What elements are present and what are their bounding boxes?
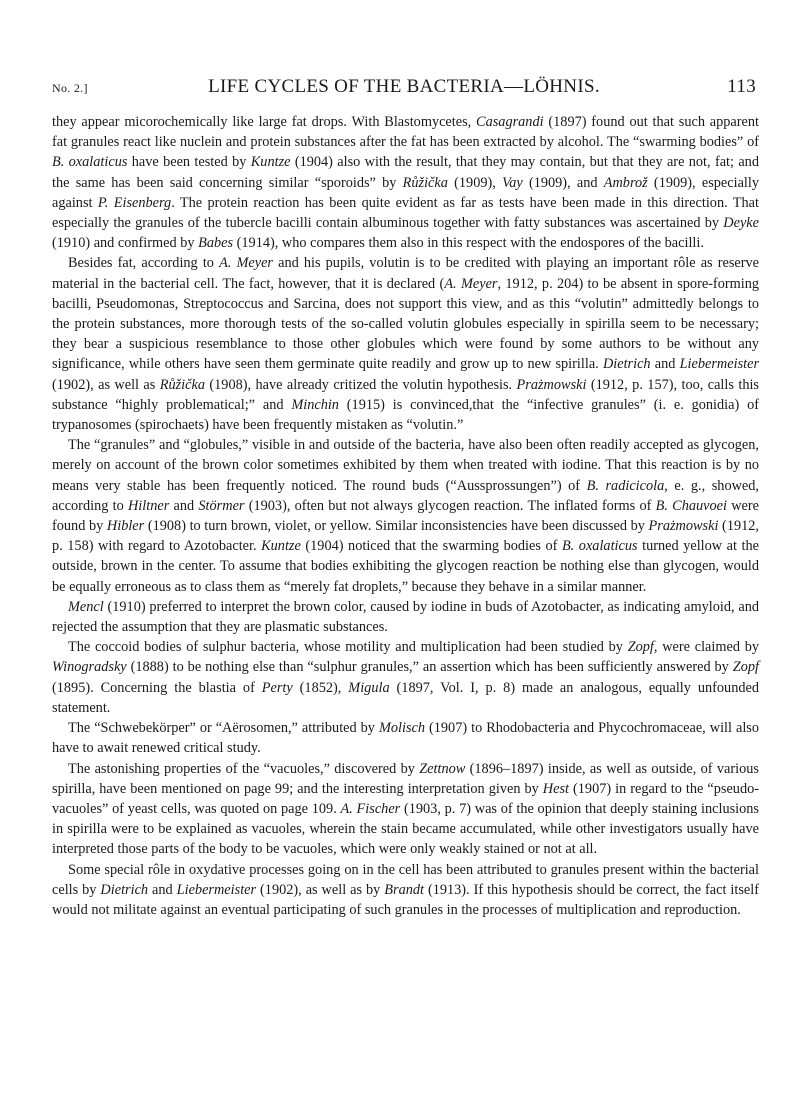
text-run: (1913). If this hypothesis should be correct, the fact itself would not militate against an eventual participating of such granules in the processes of multiplication and reproduction. [52, 881, 759, 918]
italic-run: Dietrich [100, 881, 149, 898]
italic-run: Hibler [106, 518, 145, 535]
italic-run: P. Eisenberg [97, 194, 172, 211]
text-run: (1897) found out that such apparent fat granules react like nuclein and protein substances after the fat has been extracted by alcohol. The “swarming bodies” of [52, 114, 759, 151]
text-run: (1914), who compares them also in this respect with the endospores of the bacilli. [233, 235, 704, 252]
italic-run: Migula [348, 679, 390, 696]
text-run: (1902), as well as by [256, 881, 385, 898]
text-run: (1896–1897) inside, as well as outside, of various spirilla, have been mentioned on page 99; and the interesting interpretation given by [52, 760, 759, 797]
italic-run: Winogradsky [52, 659, 127, 676]
italic-run: Störmer [198, 497, 245, 514]
paragraph [52, 253, 759, 435]
italic-run: Liebermeister [679, 356, 760, 373]
text-run: (1895). Concerning the blastia of [52, 679, 262, 696]
text-run: (1852), [292, 679, 349, 696]
text-run: have been tested by [127, 154, 251, 171]
italic-run: Dietrich [602, 356, 651, 373]
italic-run: Molisch [378, 720, 425, 737]
text-run: (1912, p. 158) with regard to Azotobacter. [52, 518, 759, 555]
text-run: The “granules” and “globules,” visible in and outside of the bacteria, have also been often readily accepted as glycogen, merely on account of the brown color sometimes exhibited by them when treated with iodine. That this reaction is by no means very stable has been frequently noticed. The round buds (“Aussprossungen”) of [52, 437, 759, 494]
text-run: (1908), have already critized the volutin hypothesis. [205, 376, 517, 393]
italic-run: Kuntze [261, 538, 301, 555]
italic-run: A. Meyer [219, 255, 273, 272]
text-run: The “Schwebekörper” or “Aërosomen,” attributed by [68, 720, 379, 737]
paragraph [52, 597, 759, 637]
italic-run: Prażmowski [648, 518, 719, 535]
text-run: (1888) to be nothing else than “sulphur granules,” an assertion which has been sufficiently answered by [126, 659, 733, 676]
italic-run: Brandt [384, 881, 424, 898]
text-run: (1904) noticed that the swarming bodies of [300, 538, 562, 555]
text-run: (1915) is convinced,that the “infective granules” (i. e. gonidia) of trypanosomes (spirochaets) have been frequently mistaken as “volutin.” [52, 396, 759, 434]
italic-run: Zopf [732, 659, 759, 676]
text-run: (1908) to turn brown, violet, or yellow. Similar inconsistencies have been discussed by [144, 518, 649, 535]
paragraph [52, 112, 759, 253]
italic-run: B. oxalaticus [561, 538, 638, 555]
text-run: (1907) to Rhodobacteria and Phycochromaceae, will also have to await renewed critical study. [52, 720, 759, 757]
paragraph [52, 860, 759, 921]
text-run: and [650, 356, 680, 373]
italic-run: Hest [542, 780, 570, 797]
italic-run: Zopf [627, 639, 654, 656]
text-run: (1907) in regard to the “pseudo-vacuoles” of yeast cells, was quoted on page 109. [52, 780, 759, 817]
text-run: were found by [52, 497, 759, 535]
text-run: (1909), especially against [52, 174, 760, 211]
italic-run: Ambrož [603, 174, 648, 191]
italic-run: Mencl [68, 598, 104, 615]
italic-run: Růžička [402, 174, 448, 191]
text-run: , e. g., showed, according to [52, 477, 759, 514]
paragraph [52, 435, 759, 597]
text-run: (1910) preferred to interpret the brown color, caused by iodine in buds of Azotobacter, as indicating amyloid, and rejected the assumption that they are plasmatic substances. [52, 598, 759, 636]
text-run: (1903, p. 7) was of the opinion that deeply staining inclusions in spirilla were to be explained as vacuoles, wherein the stain became accumulated, while other investigators usually have interpreted those parts of the body to be vacuoles, which were only weakly stained or not at all. [52, 800, 759, 858]
italic-run: B. radicicola [586, 477, 665, 494]
text-run: (1912, p. 157), too, calls this substance “highly problematical;” and [52, 376, 759, 413]
italic-run: Minchin [291, 396, 339, 413]
running-title: LIFE CYCLES OF THE BACTERIA—LÖHNIS. [208, 76, 600, 97]
page-number: 113 [727, 76, 756, 97]
italic-run: Perty [261, 679, 293, 696]
text-run: Some special rôle in oxydative processes going on in the cell has been attributed to granules present within the bacterial cells by [52, 861, 759, 898]
text-run: (1909), and [522, 174, 604, 191]
text-run: (1904) also with the result, that they may contain, but that they are not, fat; and the same has been said concerning similar “sporoids” by [52, 154, 759, 191]
italic-run: Liebermeister [176, 881, 257, 898]
italic-run: B. oxalaticus [52, 154, 128, 171]
italic-run: Babes [198, 235, 234, 252]
italic-run: Hiltner [127, 497, 170, 514]
issue-number: No. 2.] [52, 81, 88, 95]
text-run: (1903), often but not always glycogen reaction. The inflated forms of [244, 497, 656, 514]
text-run: (1897, Vol. I, p. 8) made an analogous, equally unfounded statement. [52, 679, 759, 716]
italic-run: Casagrandi [476, 114, 544, 130]
italic-run: A. Meyer [444, 275, 498, 292]
italic-run: Růžička [159, 376, 205, 393]
text-run: (1910) and confirmed by [52, 235, 199, 252]
italic-run: Zettnow [419, 760, 466, 777]
text-run: Besides fat, according to [68, 255, 220, 272]
text-run: (1902), as well as [52, 376, 160, 393]
text-run: and [148, 881, 177, 898]
text-run: The coccoid bodies of sulphur bacteria, whose motility and multiplication had been studied by [68, 639, 628, 656]
text-run: , were claimed by [653, 639, 760, 656]
text-run: and his pupils, volutin is to be credited with playing an important rôle as reserve material in the bacterial cell. The fact, however, that it is declared ( [52, 255, 759, 292]
running-header [52, 76, 756, 98]
italic-run: Vay [502, 174, 523, 191]
italic-run: Prażmowski [516, 376, 587, 393]
text-run: , 1912, p. 204) to be absent in spore-forming bacilli, Pseudomonas, Streptococcus and Sarcina, does not support this view, and as this “volutin” admittedly belongs to the protein substances, more thorough tests of the so-called volutin globules especially in spirilla seem to be necessary; they bear a suspicious resemblance to those other globules which were found by some authors to be without any significance, while others have seen them germinate quite readily and grow up to new spirilla. [52, 275, 759, 373]
text-run: turned yellow at the outside, brown in the center. To assume that bodies exhibiting the glycogen reaction be nothing else than glycogen, would be equally erroneous as to class them as “merely fat droplets,” because they behave in a similar manner. [52, 538, 759, 595]
paragraph [52, 759, 759, 860]
paragraph [52, 637, 759, 718]
text-run: (1909), [447, 174, 503, 191]
italic-run: B. Chauvoei [655, 497, 727, 514]
article-body [52, 112, 759, 920]
text-run: . The protein reaction has been quite evident as far as tests have been made in this direction. That especially the granules of the tubercle bacilli contain albuminous together with fatty substances was ascertained by [52, 194, 760, 232]
text-run: The astonishing properties of the “vacuoles,” discovered by [68, 760, 420, 777]
italic-run: Kuntze [250, 154, 291, 171]
italic-run: A. Fischer [340, 800, 401, 817]
italic-run: Deyke [723, 215, 759, 232]
text-run: and [169, 497, 199, 514]
text-run: they appear micorochemically like large fat drops. With Blastomycetes, [52, 114, 477, 130]
paragraph [52, 718, 759, 758]
